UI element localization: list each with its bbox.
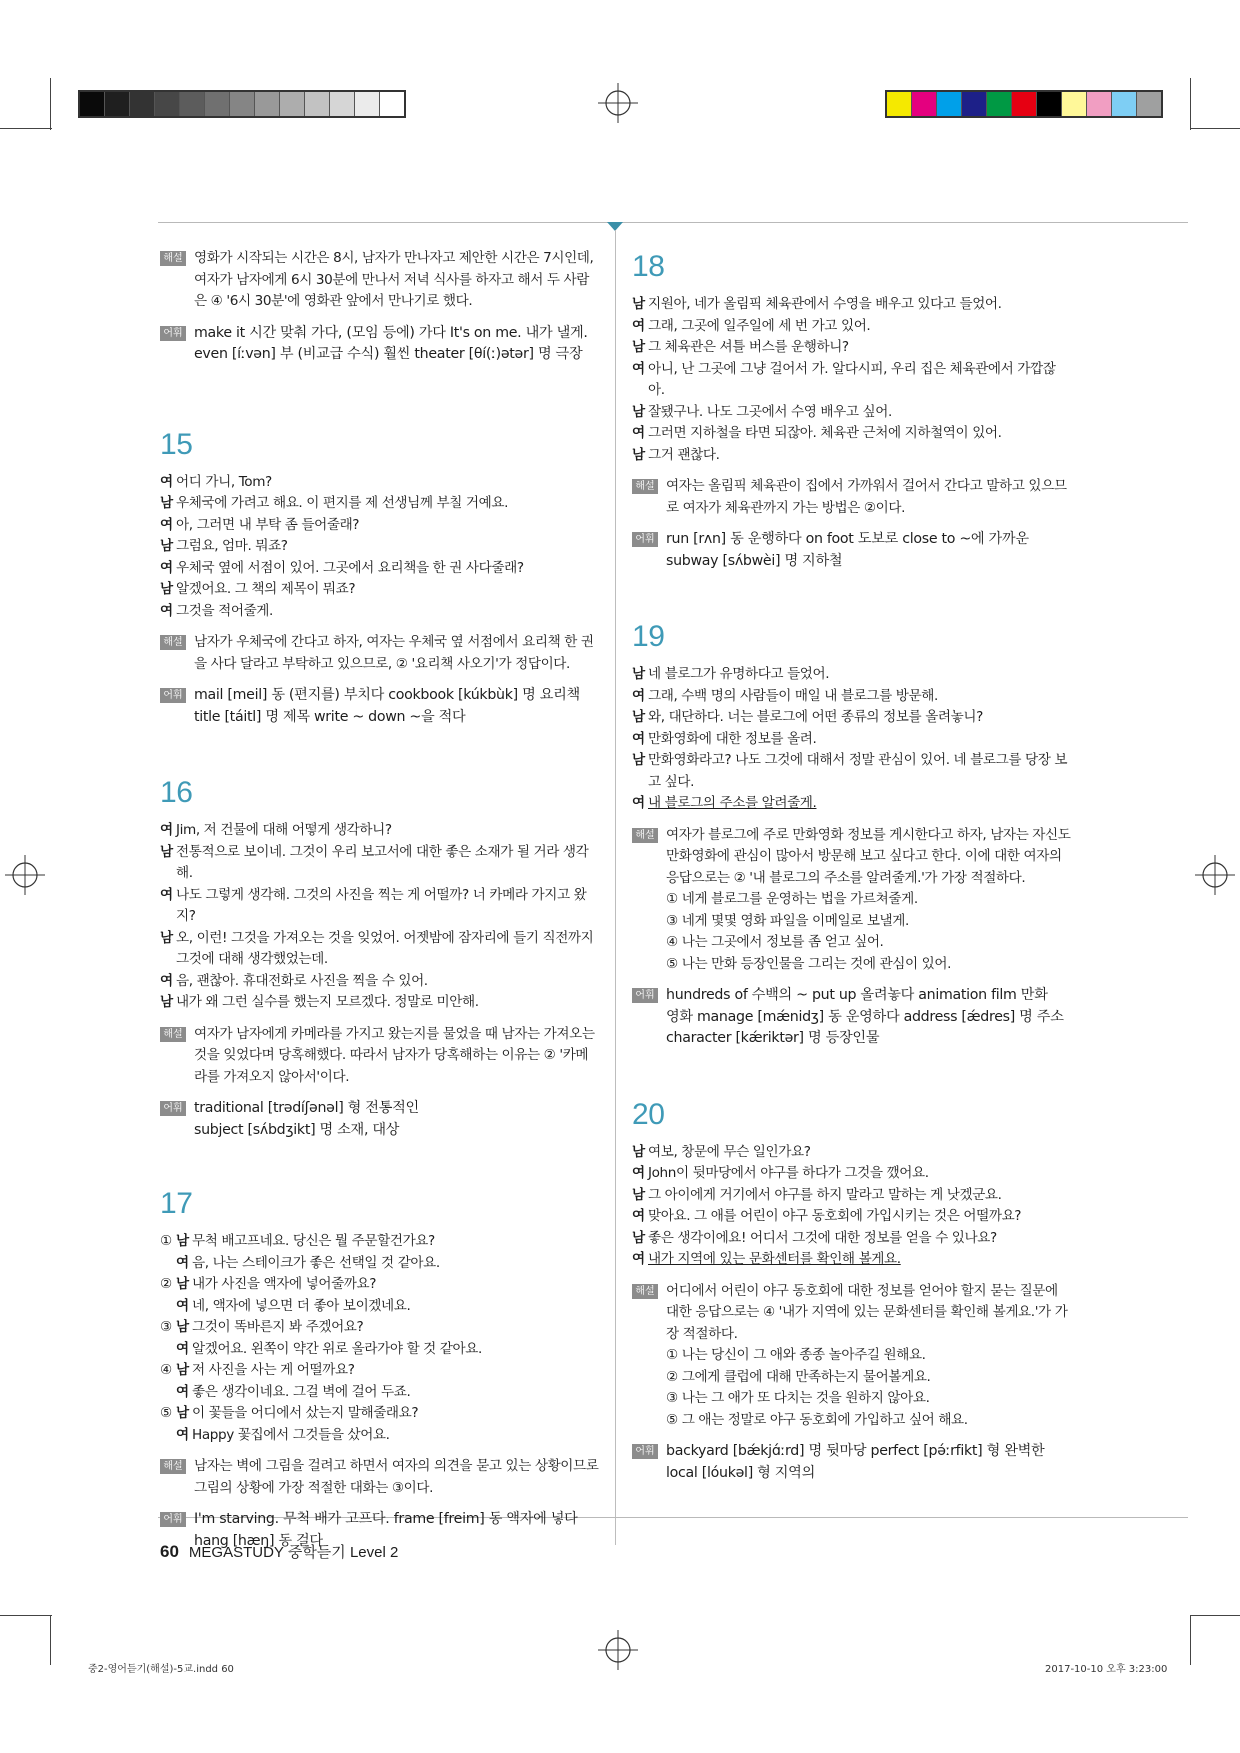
- dialogue-line: [632, 294, 1072, 316]
- speaker: 남: [632, 403, 645, 420]
- vocab-line: subway [sʌ́bwèi] 명 지하철: [666, 552, 843, 569]
- dialogue-line: [632, 1228, 1072, 1250]
- utterance: 그거 괜찮다.: [648, 446, 720, 463]
- vocab-line: traditional [trədíʃənəl] 형 전통적인: [194, 1100, 419, 1116]
- speaker: 남: [176, 1405, 189, 1421]
- dialogue-line: [160, 515, 600, 537]
- utterance: 우체국에 가려고 해요. 이 편지를 제 선생님께 부칠 거예요.: [176, 495, 509, 511]
- utterance: 그 체육관은 셔틀 버스를 운행하니?: [648, 339, 849, 355]
- option-mark: ④: [160, 1362, 172, 1378]
- utterance: 와, 대단하다. 너는 블로그에 어떤 종류의 정보를 올려놓니?: [648, 709, 983, 725]
- speaker: 여: [160, 516, 173, 533]
- utterance: 좋은 생각이네요. 그걸 벽에 걸어 두죠.: [192, 1383, 411, 1400]
- explanation-text: 여자가 남자에게 카메라를 가지고 왔는지를 물었을 때 남자는 가져오는 것을 잊었다며 당혹해했다. 따라서 남자가 당혹해하는 이유는 ② '카메라를 가져오지 않아서'이다.: [194, 1025, 595, 1085]
- dialogue-line: [632, 750, 1072, 793]
- utterance: 음, 나는 스테이크가 좋은 선택일 것 같아요.: [192, 1254, 440, 1271]
- vocabulary-tag: 어휘: [160, 688, 186, 703]
- utterance: 음, 괜찮아. 휴대전화로 사진을 찍을 수 있어.: [176, 972, 428, 989]
- speaker: 남: [632, 666, 645, 682]
- dialogue-line: [632, 686, 1072, 708]
- dialogue-line: [632, 1249, 1072, 1271]
- option-line: [160, 1403, 600, 1425]
- speaker: 남: [160, 994, 173, 1010]
- explanation: [160, 1024, 600, 1089]
- speaker: 남: [632, 1186, 645, 1203]
- vocab-line: local [lóukəl] 형 지역의: [666, 1464, 815, 1481]
- speaker: 여: [176, 1340, 189, 1357]
- dialogue-line: [160, 885, 600, 928]
- speaker: 남: [176, 1319, 189, 1335]
- crop-mark: [0, 1615, 52, 1616]
- question-number: 20: [632, 1097, 665, 1131]
- dialogue-line: [632, 729, 1072, 751]
- vocabulary: [632, 985, 1072, 1050]
- speaker: 여: [160, 559, 173, 576]
- dialogue-line: [632, 707, 1072, 729]
- dialogue-line: [160, 536, 600, 558]
- speaker: 여: [632, 1208, 645, 1224]
- utterance: Happy 꽃집에서 그것들을 샀어요.: [192, 1426, 390, 1443]
- explanation-text: 여자는 올림픽 체육관이 집에서 가까워서 걸어서 간다고 말하고 있으므로 여자가 체육관까지 가는 방법은 ②이다.: [666, 478, 1067, 516]
- utterance: 그것을 적어줄게.: [176, 602, 273, 619]
- question-20: [632, 1098, 1072, 1485]
- speaker: 남: [160, 843, 173, 860]
- crop-mark: [50, 78, 51, 130]
- dialogue-line: [160, 842, 600, 885]
- speaker: 여: [160, 822, 173, 838]
- utterance: 잘됐구나. 나도 그곳에서 수영 배우고 싶어.: [648, 403, 892, 420]
- grayscale-calibration-bar: [78, 90, 406, 118]
- question-number: 15: [160, 427, 193, 461]
- utterance: 내가 왜 그런 실수를 했는지 모르겠다. 정말로 미안해.: [176, 994, 479, 1010]
- question-18: [632, 250, 1072, 572]
- utterance: 그럼요, 엄마. 뭐죠?: [176, 538, 288, 554]
- vocabulary-tag: 어휘: [160, 1512, 186, 1527]
- crop-mark: [1190, 128, 1240, 129]
- utterance: 그 아이에게 거기에서 야구를 하지 말라고 말하는 게 낫겠군요.: [648, 1186, 1002, 1203]
- dialogue: [160, 472, 600, 623]
- answer-utterance: 내 블로그의 주소를 알려줄게.: [648, 795, 817, 811]
- vocabulary-tag: 어휘: [632, 988, 658, 1003]
- question-number: 17: [160, 1187, 193, 1220]
- speaker: 여: [160, 972, 173, 989]
- utterance: 네, 액자에 넣으면 더 좋아 보이겠네요.: [192, 1297, 411, 1314]
- explanation-tag: 해설: [632, 1284, 658, 1299]
- dialogue-line: [160, 971, 600, 993]
- vocab-line: character [kǽriktər] 명 등장인물: [666, 1030, 880, 1046]
- crop-mark: [1190, 1615, 1240, 1616]
- speaker: 남: [160, 538, 173, 554]
- question-number: 19: [632, 620, 665, 653]
- dialogue-line: [632, 445, 1072, 467]
- vocab-line: title [táitl] 명 제목 write ~ down ~을 적다: [194, 708, 466, 725]
- explanation-tag: 해설: [160, 635, 186, 650]
- speaker: 남: [632, 1143, 645, 1160]
- book-title: MEGASTUDY 중학듣기 Level 2: [188, 1544, 399, 1561]
- speaker: 여: [632, 687, 645, 704]
- crop-mark: [1190, 78, 1191, 130]
- speaker: 남: [176, 1233, 189, 1249]
- slug-filename: 중2-영어듣기(해설)-5교.indd 60: [88, 1664, 234, 1675]
- dialogue-line: [632, 402, 1072, 424]
- dialogue-line: [160, 493, 600, 515]
- dialogue: [632, 664, 1072, 815]
- registration-mark-icon: [598, 1630, 638, 1670]
- registration-mark-icon: [598, 83, 638, 123]
- speaker: 남: [632, 446, 645, 463]
- vocab-line: run [rʌn] 동 운행하다 on foot 도보로 close to ~에 가까운: [666, 531, 1029, 547]
- speaker: 여: [632, 425, 645, 441]
- option-line: [160, 1253, 600, 1275]
- option-mark: ⑤: [160, 1405, 172, 1421]
- dialogue-line: [160, 928, 600, 971]
- explanation: [160, 632, 600, 675]
- speaker: 여: [632, 1165, 645, 1181]
- vocabulary-tag: 어휘: [632, 1444, 658, 1459]
- speaker: 여: [632, 730, 645, 747]
- column-divider: [615, 230, 616, 1545]
- left-column: [160, 248, 600, 1552]
- option-mark: ①: [160, 1233, 172, 1249]
- dialogue-line: [632, 664, 1072, 686]
- speaker: 남: [176, 1276, 189, 1292]
- utterance: 그것이 똑바른지 봐 주겠어요?: [192, 1319, 364, 1335]
- vocab-line: backyard [bǽkjɑ́ːrd] 명 뒷마당 perfect [pə́ːrfikt] 형 완벽한: [666, 1443, 1045, 1459]
- page-footer: [160, 1541, 398, 1562]
- utterance: 이 꽃들을 어디에서 샀는지 말해줄래요?: [192, 1405, 419, 1421]
- vocabulary-tag: 어휘: [160, 326, 186, 341]
- dialogue-line: [632, 1163, 1072, 1185]
- wrong-option: ⑤ 그 애는 정말로 야구 동호회에 가입하고 싶어 해요.: [666, 1411, 968, 1428]
- utterance: 전통적으로 보이네. 그것이 우리 보고서에 대한 좋은 소재가 될 거라 생각해.: [176, 843, 589, 881]
- speaker: 여: [176, 1426, 189, 1443]
- wrong-option: ⑤ 나는 만화 등장인물을 그리는 것에 관심이 있어.: [666, 955, 952, 972]
- speaker: 여: [632, 1251, 645, 1267]
- explanation-tag: 해설: [632, 828, 658, 843]
- question-19: [632, 620, 1072, 1050]
- vocab-line: hundreds of 수백의 ~ put up 올려놓다 animation film 만화: [666, 987, 1048, 1003]
- vocabulary: [160, 685, 600, 728]
- speaker: 여: [160, 886, 173, 903]
- color-calibration-bar: [885, 90, 1163, 118]
- dialogue-line: [632, 337, 1072, 359]
- option-mark: ②: [160, 1276, 172, 1292]
- registration-mark-icon: [1195, 855, 1235, 895]
- speaker: 여: [176, 1297, 189, 1314]
- explanation-tag: 해설: [632, 479, 658, 494]
- vocabulary: [160, 1098, 600, 1141]
- crop-mark: [0, 128, 52, 129]
- speaker: 여: [632, 795, 645, 811]
- utterance: 내가 사진을 액자에 넣어줄까요?: [192, 1276, 377, 1292]
- utterance: 여보, 창문에 무슨 일인가요?: [648, 1143, 811, 1160]
- dialogue: [160, 820, 600, 1014]
- dialogue-line: [632, 316, 1072, 338]
- explanation-text: 어디에서 어린이 야구 동호회에 대한 정보를 얻어야 할지 묻는 질문에 대한 응답으로는 ④ '내가 지역에 있는 문화센터를 확인해 볼게요.'가 가장 적절하다.: [666, 1282, 1068, 1342]
- speaker: 남: [160, 495, 173, 511]
- top-rule: [158, 222, 1188, 223]
- crop-mark: [1190, 1615, 1191, 1665]
- utterance: 그래, 그곳에 일주일에 세 번 가고 있어.: [648, 317, 871, 334]
- speaker: 남: [632, 339, 645, 355]
- top-vocabulary: [160, 323, 600, 366]
- vocabulary-tag: 어휘: [160, 1101, 186, 1116]
- vocab-line: make it 시간 맞춰 가다, (모임 등에) 가다 It's on me. 내가 낼게.: [194, 324, 588, 341]
- option-line: [160, 1231, 600, 1253]
- speaker: 여: [176, 1254, 189, 1271]
- explanation-tag: 해설: [160, 1459, 186, 1474]
- option-line: [160, 1425, 600, 1447]
- speaker: 남: [160, 581, 173, 597]
- speaker: 남: [632, 752, 645, 768]
- utterance: 우체국 옆에 서점이 있어. 그곳에서 요리책을 한 권 사다줄래?: [176, 559, 524, 576]
- top-explanation: [160, 248, 600, 313]
- wrong-option: ② 그에게 클럽에 대해 만족하는지 물어볼게요.: [666, 1368, 931, 1385]
- dialogue-options: [160, 1231, 600, 1446]
- vocabulary: [632, 529, 1072, 572]
- explanation-tag: 해설: [160, 1027, 186, 1042]
- dialogue-line: [632, 359, 1072, 402]
- registration-mark-icon: [5, 855, 45, 895]
- utterance: 지원아, 네가 올림픽 체육관에서 수영을 배우고 있다고 들었어.: [648, 296, 1002, 312]
- dialogue: [632, 1142, 1072, 1271]
- question-15: [160, 428, 600, 729]
- speaker: 여: [160, 473, 173, 490]
- wrong-option: ① 네게 블로그를 운영하는 법을 가르쳐줄게.: [666, 891, 918, 907]
- page-number: 60: [160, 1542, 179, 1561]
- utterance: 무척 배고프네요. 당신은 뭘 주문할건가요?: [192, 1233, 435, 1249]
- dialogue-line: [160, 558, 600, 580]
- wrong-option: ① 나는 당신이 그 애와 종종 놀아주길 원해요.: [666, 1347, 926, 1363]
- explanation: [632, 476, 1072, 519]
- speaker: 남: [160, 929, 173, 946]
- dialogue-line: [160, 820, 600, 842]
- dialogue-line: [632, 1142, 1072, 1164]
- dialogue-line: [160, 472, 600, 494]
- vocab-line: hang [hæŋ] 동 걸다: [194, 1532, 323, 1549]
- utterance: 그러면 지하철을 타면 되잖아. 체육관 근처에 지하철역이 있어.: [648, 425, 1002, 441]
- explanation: [160, 1456, 600, 1499]
- vocabulary-tag: 어휘: [632, 532, 658, 547]
- vocab-line: mail [meil] 동 (편지를) 부치다 cookbook [kúkbùk] 명 요리책: [194, 687, 580, 703]
- option-line: [160, 1339, 600, 1361]
- crop-mark: [50, 1615, 51, 1665]
- utterance: 좋은 생각이에요! 어디서 그것에 대한 정보를 얻을 수 있나요?: [648, 1229, 997, 1246]
- dialogue-line: [632, 793, 1072, 815]
- utterance: 나도 그렇게 생각해. 그것의 사진을 찍는 게 어떨까? 너 카메라 가지고 왔지?: [176, 886, 587, 924]
- wrong-option: ③ 네게 몇몇 영화 파일을 이메일로 보낼게.: [666, 912, 909, 929]
- utterance: 아, 그러면 내 부탁 좀 들어줄래?: [176, 516, 360, 533]
- utterance: 저 사진을 사는 게 어떨까요?: [192, 1362, 355, 1378]
- explanation-text: 남자가 우체국에 간다고 하자, 여자는 우체국 옆 서점에서 요리책 한 권을 사다 달라고 부탁하고 있으므로, ② '요리책 사오기'가 정답이다.: [194, 634, 594, 672]
- slug-date: 2017-10-10 오후 3:23:00: [1045, 1664, 1168, 1675]
- speaker: 여: [632, 360, 645, 377]
- wrong-option: ④ 나는 그곳에서 정보를 좀 얻고 싶어.: [666, 934, 884, 950]
- option-line: [160, 1382, 600, 1404]
- explanation-text: 남자는 벽에 그림을 걸려고 하면서 여자의 의견을 묻고 있는 상황이므로 그림의 상황에 가장 적절한 대화는 ③이다.: [194, 1458, 599, 1496]
- option-line: [160, 1274, 600, 1296]
- utterance: 어디 가니, Tom?: [176, 473, 272, 490]
- vocab-line: I'm starving. 무척 배가 고프다. frame [freim] 동 액자에 넣다: [194, 1511, 578, 1527]
- utterance: 그래, 수백 명의 사람들이 매일 내 블로그를 방문해.: [648, 687, 938, 704]
- speaker: 여: [160, 602, 173, 619]
- question-17: [160, 1187, 600, 1552]
- utterance: 네 블로그가 유명하다고 들었어.: [648, 666, 830, 682]
- option-line: [160, 1296, 600, 1318]
- dialogue-line: [160, 601, 600, 623]
- dialogue-line: [160, 992, 600, 1014]
- speaker: 여: [632, 317, 645, 334]
- speaker: 남: [632, 296, 645, 312]
- vocab-line: even [íːvən] 부 (비교급 수식) 훨씬 theater [θí(ː)ətər] 명 극장: [194, 346, 583, 362]
- wrong-option: ③ 나는 그 애가 또 다치는 것을 원하지 않아요.: [666, 1390, 930, 1406]
- explanation-text: 여자가 블로그에 주로 만화영화 정보를 게시한다고 하자, 남자는 자신도 만화영화에 관심이 많아서 방문해 보고 싶다고 한다. 이에 대한 여자의 응답으로는 ② '내 블로그의 주소를 알려줄게.'가 가장 적절하다.: [666, 826, 1071, 886]
- speaker: 남: [632, 709, 645, 725]
- vocabulary: [632, 1441, 1072, 1484]
- question-number: 16: [160, 776, 193, 809]
- dialogue-line: [632, 423, 1072, 445]
- answer-utterance: 내가 지역에 있는 문화센터를 확인해 볼게요.: [648, 1251, 901, 1267]
- option-mark: ③: [160, 1319, 172, 1335]
- explanation: [632, 825, 1072, 976]
- utterance: Jim, 저 건물에 대해 어떻게 생각하니?: [176, 822, 392, 838]
- utterance: 만화영화라고? 나도 그것에 대해서 정말 관심이 있어. 네 블로그를 당장 보고 싶다.: [648, 752, 1068, 790]
- explanation-tag: 해설: [160, 251, 186, 266]
- speaker: 남: [176, 1362, 189, 1378]
- utterance: 알겠어요. 왼쪽이 약간 위로 올라가야 할 것 같아요.: [192, 1340, 482, 1357]
- explanation-text: 영화가 시작되는 시간은 8시, 남자가 만나자고 제안한 시간은 7시인데, 여자가 남자에게 6시 30분에 만나서 저녁 식사를 하자고 해서 두 사람은 ④ '6시 30분'에 영화관 앞에서 만나기로 했다.: [194, 250, 594, 309]
- utterance: 오, 이런! 그것을 가져오는 것을 잊었어. 어젯밤에 잠자리에 들기 직전까지 그것에 대해 생각했었는데.: [176, 929, 594, 967]
- speaker: 남: [632, 1229, 645, 1246]
- explanation: [632, 1281, 1072, 1432]
- vocab-line: 영화 manage [mǽnidʒ] 동 운영하다 address [ǽdres] 명 주소: [666, 1008, 1064, 1025]
- utterance: 만화영화에 대한 정보를 올려.: [648, 730, 817, 747]
- utterance: 아니, 난 그곳에 그냥 걸어서 가. 알다시피, 우리 집은 체육관에서 가깝잖아.: [648, 360, 1056, 398]
- option-line: [160, 1317, 600, 1339]
- dialogue-line: [632, 1185, 1072, 1207]
- utterance: John이 뒷마당에서 야구를 하다가 그것을 깼어요.: [648, 1165, 929, 1181]
- question-16: [160, 776, 600, 1141]
- dialogue-line: [632, 1206, 1072, 1228]
- right-column: [632, 250, 1072, 1484]
- dialogue: [632, 294, 1072, 466]
- option-line: [160, 1360, 600, 1382]
- utterance: 알겠어요. 그 책의 제목이 뭐죠?: [176, 581, 356, 597]
- speaker: 여: [176, 1383, 189, 1400]
- vocab-line: subject [sʌ́bdʒikt] 명 소재, 대상: [194, 1121, 400, 1138]
- question-number: 18: [632, 250, 665, 283]
- utterance: 맞아요. 그 애를 어린이 야구 동호회에 가입시키는 것은 어떨까요?: [648, 1208, 1022, 1224]
- dialogue-line: [160, 579, 600, 601]
